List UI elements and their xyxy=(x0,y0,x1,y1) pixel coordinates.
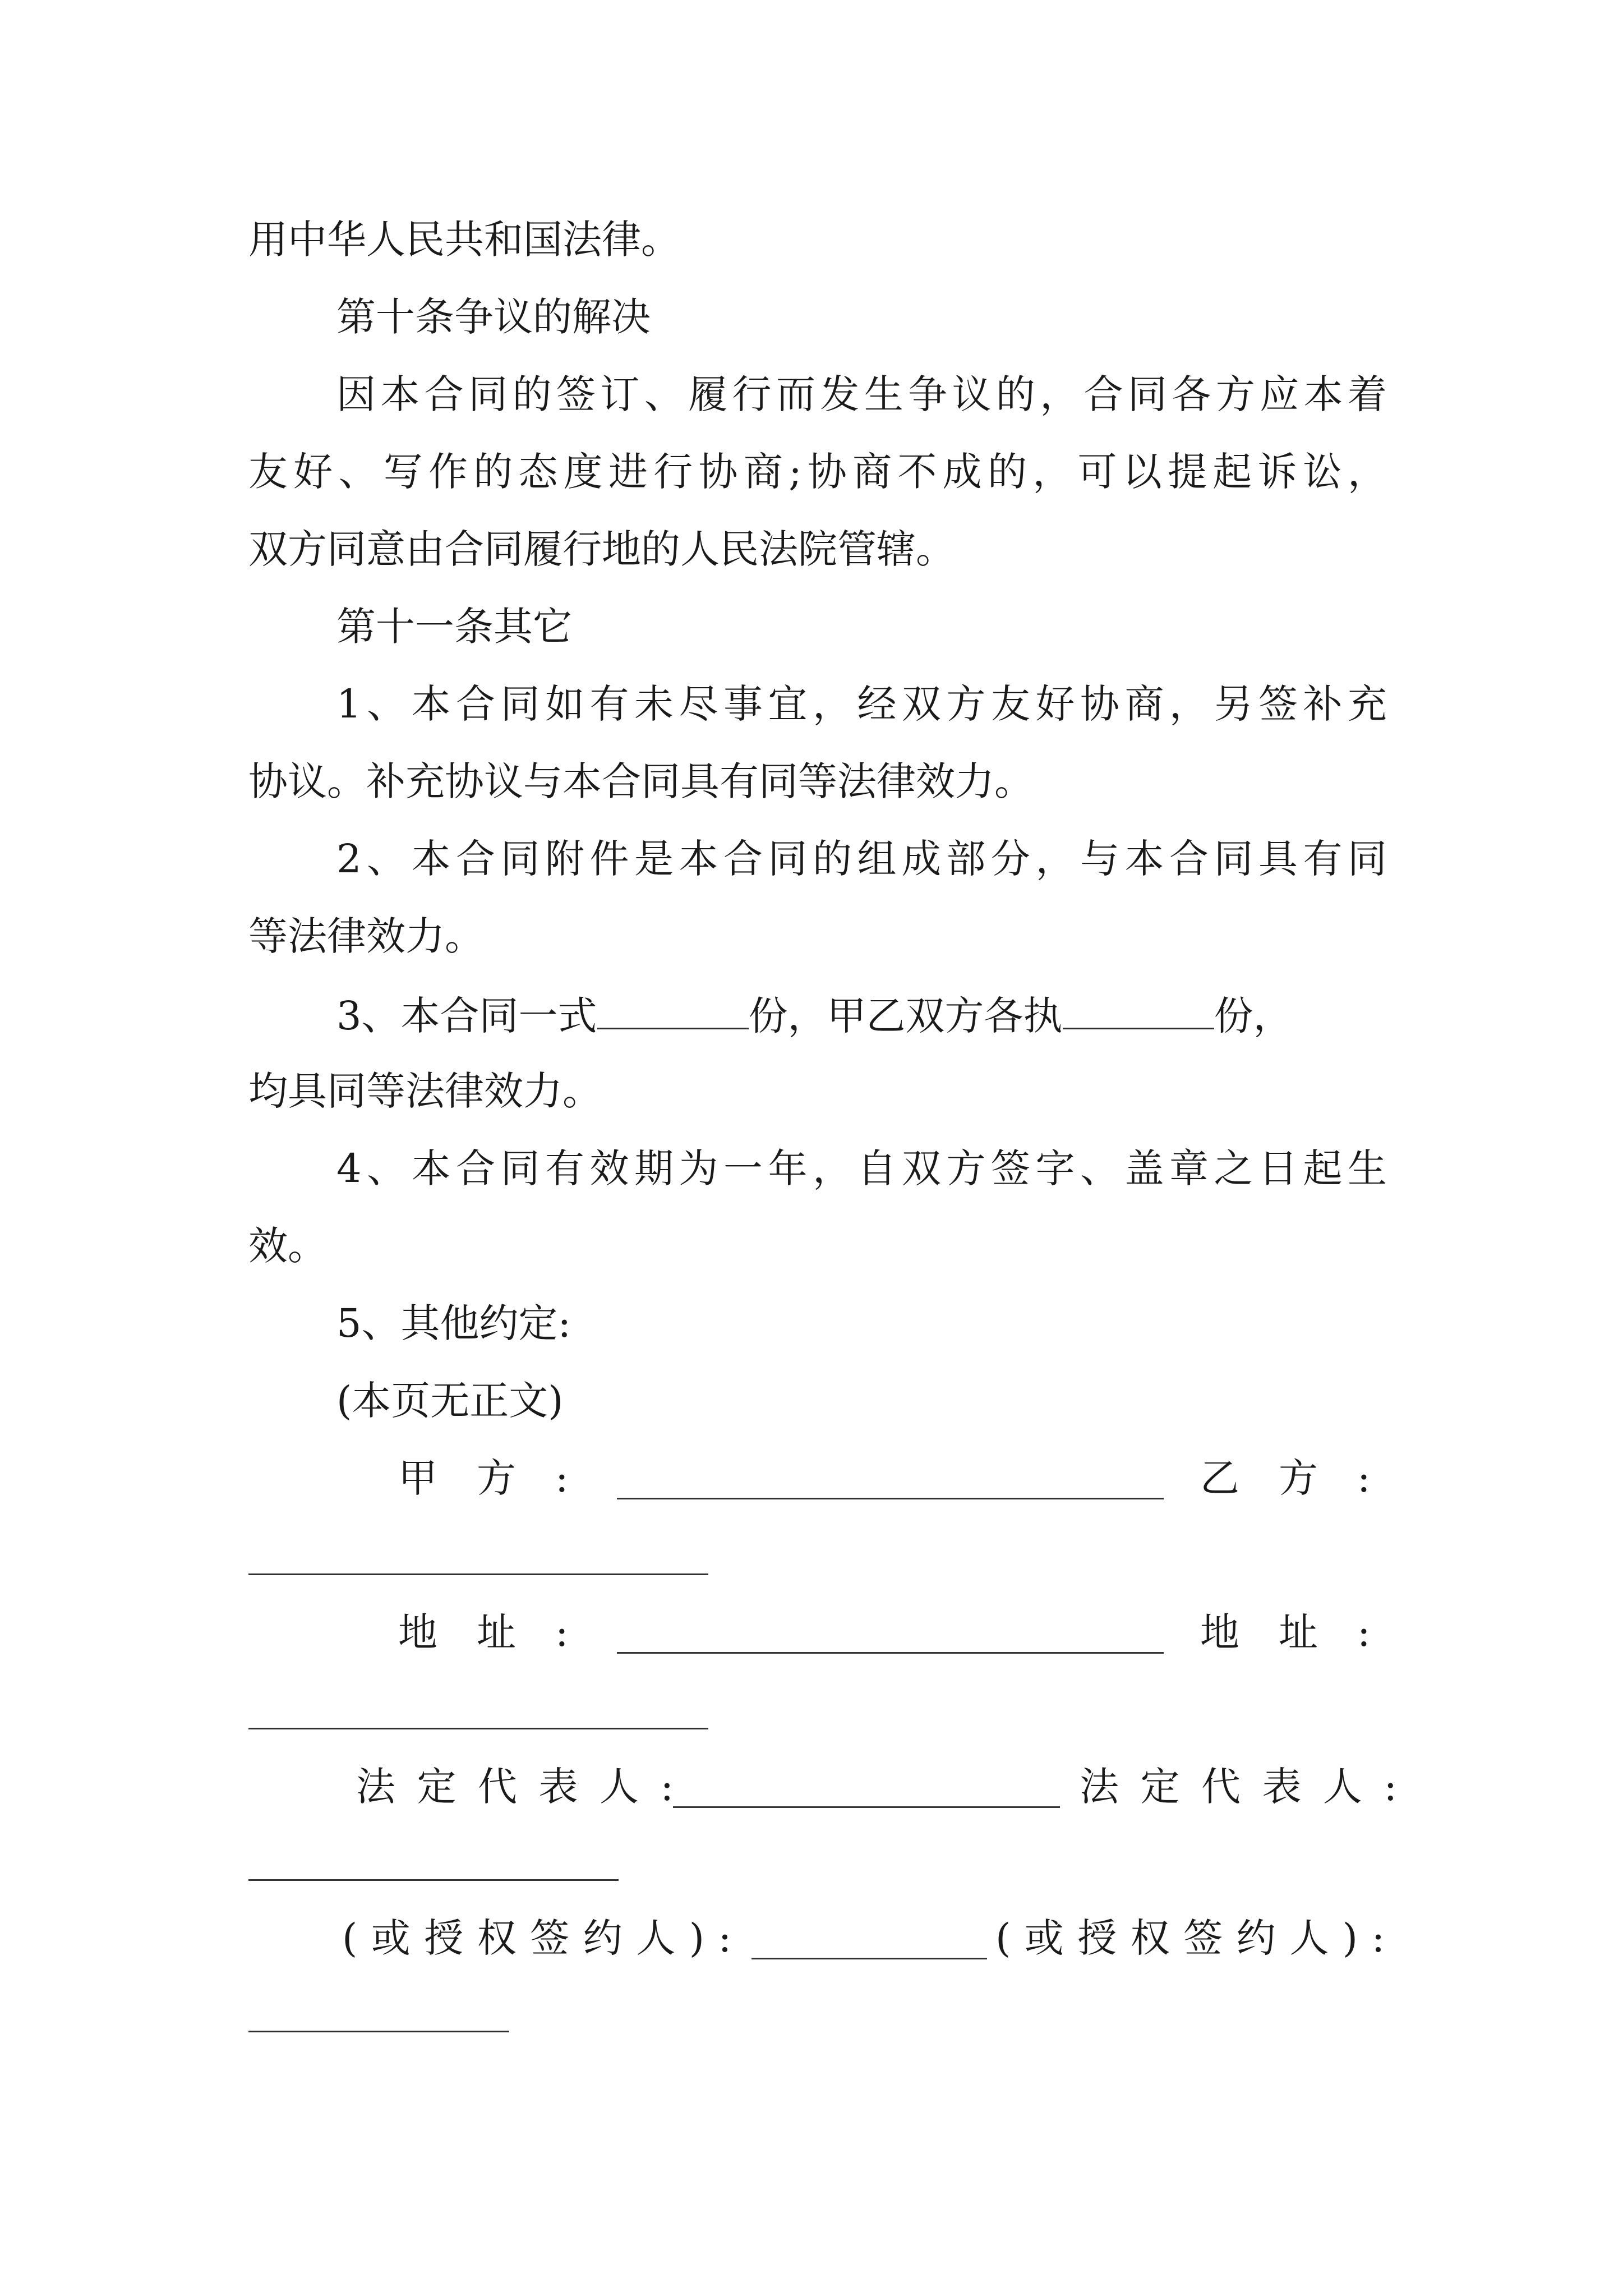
address-b-line xyxy=(248,1728,708,1729)
party-b-label: 乙方: xyxy=(1200,1455,1410,1501)
paragraph-text: 双方同意由合同履行地的人民法院管辖。 xyxy=(248,526,955,572)
paragraph-text: 4、本合同有效期为一年，自双方签字、盖章之日起生 xyxy=(336,1145,1387,1191)
paragraph-text: 1、本合同如有未尽事宜，经双方友好协商，另签补充 xyxy=(336,681,1387,727)
paragraph-text: 均具同等法律效力。 xyxy=(248,1068,602,1114)
paragraph-text: 等法律效力。 xyxy=(248,913,484,959)
party-b-signature-line xyxy=(248,1573,708,1575)
address-a-label: 地址: xyxy=(398,1609,608,1655)
authorized-signer-a-label: (或授权签约人): xyxy=(342,1915,745,1961)
party-a-label: 甲方: xyxy=(398,1455,608,1501)
copies-each-blank xyxy=(1063,994,1214,1029)
clause-3-line xyxy=(336,993,1387,1039)
article-heading: 第十一条其它 xyxy=(336,604,572,650)
authorized-signer-b-line xyxy=(248,2031,509,2032)
clause-3-text-3: 份， xyxy=(1214,993,1293,1039)
article-heading: 第十条争议的解决 xyxy=(336,294,651,340)
paragraph-text: (本页无正文) xyxy=(336,1378,564,1424)
paragraph-text: 效。 xyxy=(248,1223,327,1269)
legal-rep-b-line xyxy=(248,1879,619,1881)
clause-3-text-1: 3、本合同一式 xyxy=(336,993,597,1039)
paragraph-text: 友好、写作的态度进行协商;协商不成的，可以提起诉讼， xyxy=(248,449,1387,495)
paragraph-text: 因本合同的签订、履行而发生争议的，合同各方应本着 xyxy=(336,371,1387,417)
authorized-signer-a-line xyxy=(751,1958,987,1959)
party-a-signature-line xyxy=(617,1498,1164,1499)
legal-rep-a-label: 法定代表人: xyxy=(356,1764,695,1810)
legal-rep-a-line xyxy=(673,1806,1060,1808)
paragraph-text: 用中华人民共和国法律。 xyxy=(248,217,680,263)
clause-3-text-2: 份，甲乙双方各执 xyxy=(748,993,1063,1039)
address-a-line xyxy=(617,1652,1164,1654)
paragraph-text: 5、其他约定: xyxy=(336,1300,571,1346)
address-b-label: 地址: xyxy=(1200,1609,1410,1655)
legal-rep-b-label: 法定代表人: xyxy=(1080,1764,1419,1810)
paragraph-text: 2、本合同附件是本合同的组成部分，与本合同具有同 xyxy=(336,836,1387,882)
copies-blank xyxy=(597,994,749,1029)
paragraph-text: 协议。补充协议与本合同具有同等法律效力。 xyxy=(248,758,1034,804)
authorized-signer-b-label: (或授权签约人): xyxy=(995,1915,1399,1961)
